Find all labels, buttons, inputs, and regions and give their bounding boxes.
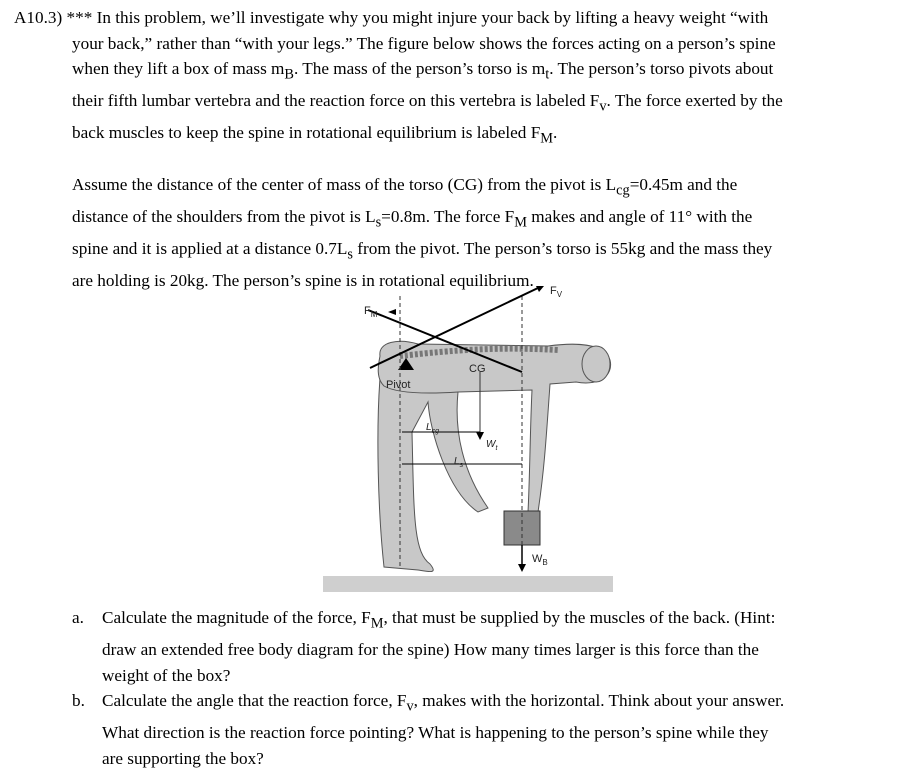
problem-id: A10.3) [14,8,63,27]
question-a: a. Calculate the magnitude of the force, $F_M$, that must be supplied by the muscles of the back. (Hint: draw an extended free body diagram for the spine) How many times larger is this force than the weight of the box? [72,608,776,685]
person-legs [378,378,488,572]
cg-label: CG [469,363,486,375]
wb-label: $W_B$ [532,553,548,567]
fm-label: $F_M$ [364,305,378,319]
pivot-label: Pivot [386,379,411,391]
floor [323,576,613,592]
wt-label: $W_t$ [486,439,498,452]
problem-given: Assume the distance of the center of mass of the torso (CG) from the pivot is $L_{cg}=0.45m$ and the distance of the shoulders from the pivot is $L_s=0.8m$. The force $F_M$ makes and angle of 11° with the spine and it is applied at a distance $0.7L_s$ from the pivot. The person’s torso is 55kg and the mass they are holding is 20kg. The person’s spine is in rotational equilibrium. [72,175,773,291]
question-list [72,605,902,771]
ls-label: $L_s$ [454,456,464,469]
lcg-label: $L_{cg}$ [426,422,439,435]
fv-label: $F_V$ [550,285,563,299]
fm-arrowhead [388,309,396,315]
problem-intro: A10.3) *** In this problem, we’ll investigate why you might injure your back by lifting a heavy weight “with your back,” rather than “with your legs.” The figure below shows the forces acting on a person’s spine when they lift a box of mass $m_B$. The mass of the person’s torso is $m_t$. The person’s torso pivots about their fifth lumbar vertebra and the reaction force on this vertebra is labeled $F_v$. The force exerted by the back muscles to keep the spine in rotational equilibrium is labeled $F_M$. [14,8,783,147]
wt-arrowhead [476,432,484,440]
spine-force-figure [318,282,614,598]
person-head [582,346,610,382]
question-b: b. Calculate the angle that the reaction force, $F_v$, makes with the horizontal. Think about your answer. What direction is the reaction force pointing? What is happening to the person’s spine while they are supporting the box? [72,691,785,768]
wb-arrowhead [518,564,526,572]
difficulty-stars: *** [66,8,93,27]
